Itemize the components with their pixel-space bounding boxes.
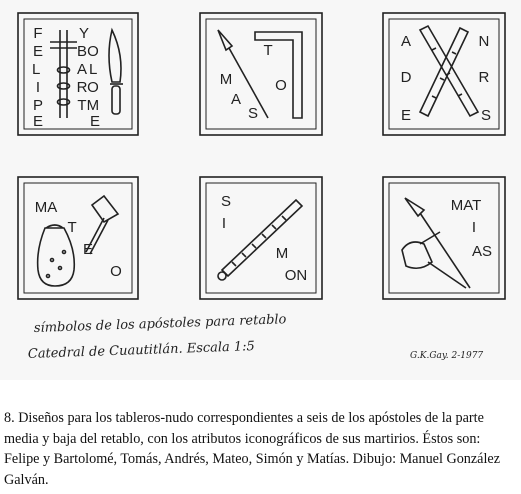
simon-letters: S I M ON <box>220 193 308 284</box>
andres-letters: A N D R E S <box>400 33 492 124</box>
carpenter-square-icon <box>255 32 302 118</box>
halberd-icon <box>402 232 466 288</box>
cross-icon <box>50 30 77 118</box>
x-cross-icon <box>420 26 478 116</box>
figure-caption <box>4 408 516 490</box>
tomas-letters: T M O AS <box>219 42 287 122</box>
signature: G.K.Gay. 2-1977 <box>410 351 484 361</box>
caption-number: 8. <box>4 410 15 426</box>
panel-matias <box>383 177 505 299</box>
panel-mateo <box>18 177 138 299</box>
bartolome-letters: Y BO A L RO TM E <box>76 25 101 130</box>
knife-icon <box>109 30 123 114</box>
handwritten-line-2: Catedral de Cuautitlán. Escala 1:5 <box>27 339 256 362</box>
caption-text: Diseños para los tableros-nudo correspondientes a seis de los apóstoles de la parte media y baja del retablo, con los atributos iconográficos de sus martirios. Éstos son: Felipe y Bartolomé, Tomás, Andrés, Mateo, Simón y Matías. Dibujo: Manuel González Galván. <box>4 410 501 488</box>
mateo-letters: MAT EO <box>34 199 122 280</box>
felipe-letters: F E L I P E <box>32 25 44 130</box>
matias-letters: MAT I AS <box>450 197 493 260</box>
handwritten-line-1: símbolos de los apóstoles para retablo <box>33 312 287 336</box>
